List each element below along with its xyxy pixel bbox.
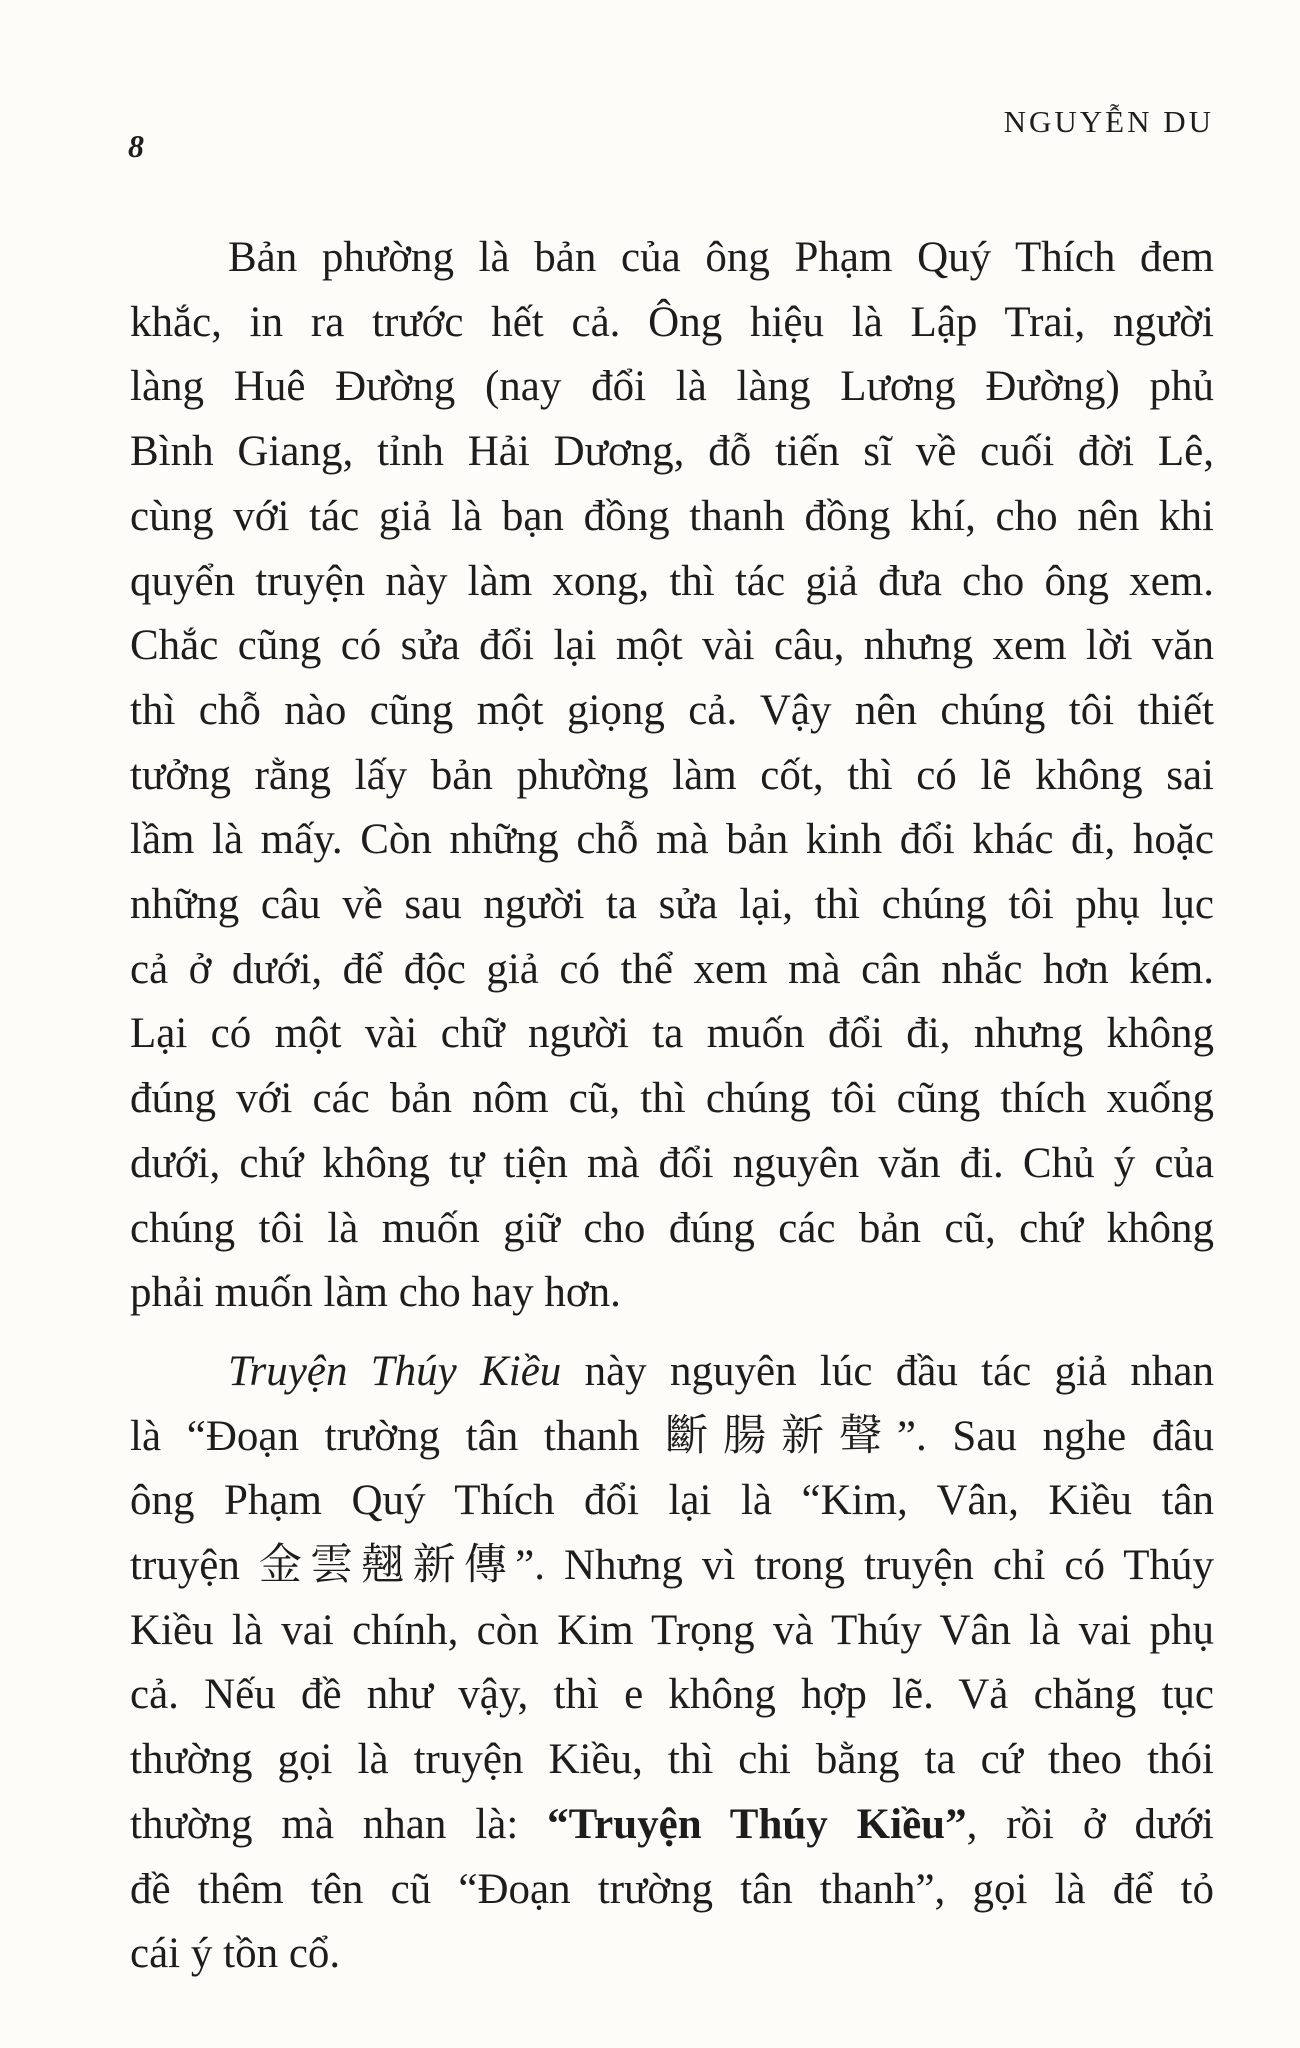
- text-line: [130, 1132, 1214, 1197]
- text-segment: tưởng rằng lấy bản phường làm cốt, thì có lẽ không sai: [130, 751, 1214, 799]
- text-line: [130, 420, 1214, 485]
- text-segment: quyển truyện này làm xong, thì tác giả đưa cho ông xem.: [130, 557, 1214, 605]
- body-text: [130, 226, 1214, 1987]
- text-line: [130, 1261, 1214, 1326]
- text-line: [130, 938, 1214, 1003]
- text-line: [130, 1793, 1214, 1858]
- text-line: [130, 679, 1214, 744]
- text-line: [130, 614, 1214, 679]
- text-line: [130, 1002, 1214, 1067]
- text-segment: đề thêm tên cũ “Đoạn trường tân thanh”, gọi là để tỏ: [130, 1865, 1214, 1913]
- text-segment: chúng tôi là muốn giữ cho đúng các bản cũ, chứ không: [130, 1204, 1214, 1252]
- text-line: [130, 485, 1214, 550]
- text-line: [130, 226, 1214, 291]
- text-line: [130, 291, 1214, 356]
- text-line: [130, 873, 1214, 938]
- text-segment: “Truyện Thúy Kiều”: [547, 1800, 967, 1848]
- text-segment: khắc, in ra trước hết cả. Ông hiệu là Lập Trai, người: [130, 298, 1214, 346]
- text-segment: Chắc cũng có sửa đổi lại một vài câu, nhưng xem lời văn: [130, 622, 1214, 670]
- text-segment: đúng với các bản nôm cũ, thì chúng tôi cũng thích xuống: [130, 1075, 1214, 1123]
- text-line: [130, 1405, 1214, 1470]
- text-line: [130, 1469, 1214, 1534]
- text-segment: lầm là mấy. Còn những chỗ mà bản kinh đổi khác đi, hoặc: [130, 816, 1214, 864]
- text-segment: cả ở dưới, để độc giả có thể xem mà cân nhắc hơn kém.: [130, 945, 1214, 993]
- text-line: [130, 1340, 1214, 1405]
- text-line: [130, 1922, 1214, 1987]
- text-segment: Bản phường là bản của ông Phạm Quý Thích đem: [228, 234, 1214, 281]
- text-segment: dưới, chứ không tự tiện mà đổi nguyên văn đi. Chủ ý của: [130, 1139, 1214, 1187]
- text-line: [130, 1663, 1214, 1728]
- text-line: [130, 1858, 1214, 1923]
- text-line: [130, 1067, 1214, 1132]
- text-segment: Lại có một vài chữ người ta muốn đổi đi, nhưng không: [130, 1010, 1214, 1058]
- text-segment: làng Huê Đường (nay đổi là làng Lương Đường) phủ: [130, 363, 1214, 411]
- text-segment: cái ý tồn cổ.: [130, 1930, 341, 1978]
- paragraph-gap: [130, 1326, 1214, 1340]
- text-segment: là “Đoạn trường tân thanh 斷腸新聲”. Sau nghe đâu: [130, 1412, 1214, 1460]
- text-line: [130, 1599, 1214, 1664]
- text-line: [130, 550, 1214, 615]
- text-segment: Bình Giang, tỉnh Hải Dương, đỗ tiến sĩ về cuối đời Lê,: [130, 428, 1214, 476]
- text-segment: này nguyên lúc đầu tác giả nhan: [561, 1347, 1214, 1395]
- text-segment: thì chỗ nào cũng một giọng cả. Vậy nên chúng tôi thiết: [130, 686, 1214, 734]
- text-line: [130, 808, 1214, 873]
- text-segment: những câu về sau người ta sửa lại, thì chúng tôi phụ lục: [130, 881, 1214, 929]
- text-line: [130, 1197, 1214, 1262]
- text-segment: cùng với tác giả là bạn đồng thanh đồng khí, cho nên khi: [130, 492, 1214, 540]
- text-segment: truyện 金雲翹新傳”. Nhưng vì trong truyện chỉ có Thúy: [130, 1542, 1214, 1590]
- text-segment: ông Phạm Quý Thích đổi lại là “Kim, Vân, Kiều tân: [130, 1477, 1214, 1525]
- running-title: NGUYỄN DU: [1003, 104, 1214, 139]
- text-line: [130, 1534, 1214, 1599]
- text-segment: cả. Nếu đề như vậy, thì e không hợp lẽ. Vả chăng tục: [130, 1671, 1214, 1719]
- text-segment: Kiều là vai chính, còn Kim Trọng và Thúy Vân là vai phụ: [130, 1606, 1214, 1654]
- text-segment: Truyện Thúy Kiều: [228, 1347, 562, 1395]
- text-segment: thường mà nhan là:: [130, 1800, 548, 1848]
- text-segment: , rồi ở dưới: [966, 1800, 1215, 1848]
- text-line: [130, 1728, 1214, 1793]
- text-line: [130, 744, 1214, 809]
- text-segment: phải muốn làm cho hay hơn.: [130, 1269, 621, 1317]
- text-line: [130, 355, 1214, 420]
- page-number: 8: [128, 128, 144, 164]
- text-segment: thường gọi là truyện Kiều, thì chi bằng ta cứ theo thói: [130, 1736, 1214, 1784]
